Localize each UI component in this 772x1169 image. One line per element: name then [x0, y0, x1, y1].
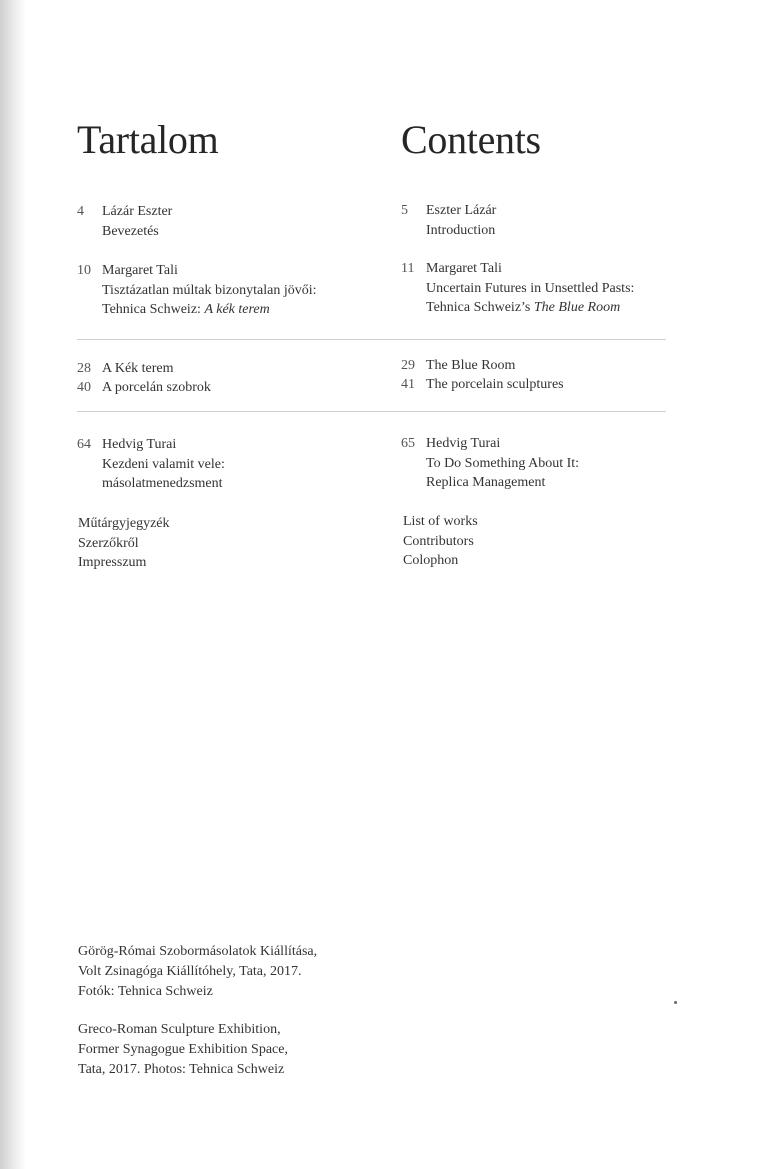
toc-entry[interactable] — [401, 434, 701, 493]
toc-page-number: 11 — [401, 261, 415, 276]
toc-author: Eszter Lázár — [426, 203, 497, 218]
toc-title: Tisztázatlan múltak bizonytalan jövői: — [102, 282, 317, 298]
toc-page-number: 40 — [77, 380, 91, 395]
toc-page-number: 28 — [77, 361, 91, 376]
toc-entry[interactable] — [401, 259, 701, 318]
toc-entry[interactable] — [401, 201, 701, 240]
colophon-line: Former Synagogue Exhibition Space, — [78, 1041, 288, 1057]
colophon-english — [78, 1020, 288, 1079]
toc-subtitle: Replica Management — [426, 475, 546, 490]
toc-entry[interactable] — [77, 435, 377, 494]
colophon-hungarian — [78, 942, 317, 1001]
toc-entry[interactable] — [77, 202, 377, 241]
toc-page-number: 65 — [401, 436, 415, 451]
toc-title: Bevezetés — [102, 223, 159, 239]
toc-entry[interactable] — [77, 359, 377, 379]
toc-page-number: 64 — [77, 437, 91, 452]
backmatter-item[interactable]: Colophon — [403, 553, 459, 568]
backmatter-item[interactable]: Szerzőkről — [78, 535, 139, 551]
toc-title: The Blue Room — [426, 358, 516, 373]
toc-author: Hedvig Turai — [102, 437, 177, 452]
backmatter-item[interactable]: List of works — [403, 514, 478, 529]
section-divider — [77, 411, 666, 412]
toc-title: A porcelán szobrok — [102, 380, 211, 395]
colophon-line: Greco-Roman Sculpture Exhibition, — [78, 1022, 281, 1037]
backmatter-hungarian — [78, 514, 170, 573]
toc-title: Kezdeni valamit vele: — [102, 456, 225, 472]
page-spine-shadow — [0, 0, 26, 1169]
colophon-line: Görög-Római Szobormásolatok Kiállítása, — [78, 944, 318, 959]
toc-subtitle: másolatmenedzsment — [102, 476, 223, 491]
toc-title: Introduction — [426, 222, 496, 238]
colophon-line: Fotók: Tehnica Schweiz — [78, 983, 213, 999]
toc-page-number: 29 — [401, 358, 415, 373]
backmatter-item[interactable]: Impresszum — [78, 555, 147, 570]
colophon-line: Volt Zsinagóga Kiállítóhely, Tata, 2017. — [78, 963, 302, 979]
toc-page-number: 10 — [77, 263, 91, 278]
toc-title: The porcelain sculptures — [426, 377, 564, 392]
toc-subtitle: Tehnica Schweiz’s The Blue Room — [426, 300, 621, 315]
toc-author: Margaret Tali — [102, 263, 178, 278]
toc-subtitle: Tehnica Schweiz: A kék terem — [102, 302, 270, 317]
toc-title: Uncertain Futures in Unsettled Pasts: — [426, 280, 635, 296]
colophon-line: Tata, 2017. Photos: Tehnica Schweiz — [78, 1061, 285, 1077]
toc-title: A Kék terem — [102, 361, 174, 376]
toc-author: Lázár Eszter — [102, 204, 173, 219]
toc-entry[interactable] — [401, 375, 701, 395]
toc-title: To Do Something About It: — [426, 455, 580, 471]
toc-author: Margaret Tali — [426, 261, 502, 276]
toc-author: Hedvig Turai — [426, 436, 501, 451]
toc-entry[interactable] — [401, 356, 701, 376]
toc-page-number: 41 — [401, 377, 415, 392]
toc-page-number: 5 — [401, 203, 408, 218]
paper-speck — [674, 1001, 677, 1004]
backmatter-english — [403, 512, 478, 571]
toc-entry[interactable] — [77, 261, 377, 320]
toc-entry[interactable] — [77, 378, 377, 398]
section-divider — [77, 339, 666, 340]
backmatter-item[interactable]: Műtárgyjegyzék — [78, 516, 170, 531]
page-title-english: Contents — [401, 117, 541, 162]
backmatter-item[interactable]: Contributors — [403, 533, 474, 549]
page-title-hungarian: Tartalom — [77, 117, 219, 162]
toc-page-number: 4 — [77, 204, 84, 219]
